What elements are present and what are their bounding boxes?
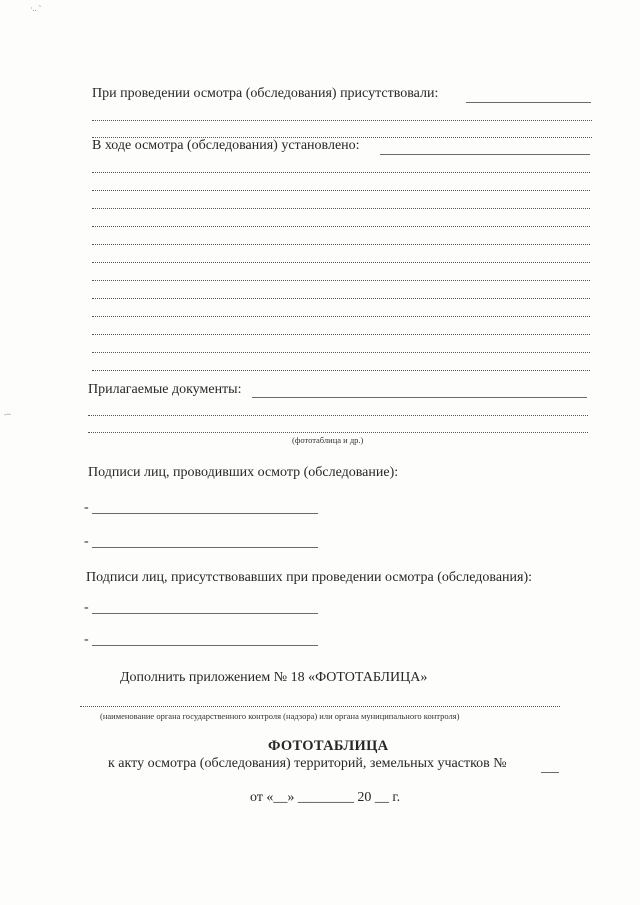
established-line [92,208,590,209]
present-line-2 [92,120,592,121]
attached-label: Прилагаемые документы: [88,382,242,397]
established-line [92,298,590,299]
photo-subtitle: к акту осмотра (обследования) территорий, земельных участков № [108,756,507,771]
established-line [92,262,590,263]
attached-line-2 [88,415,588,416]
established-line [92,316,590,317]
present-line-1 [466,102,591,103]
attached-line-3 [88,432,588,433]
signature-line [92,613,318,614]
signature-dash: - [84,632,89,647]
date-line: от «__» ________ 20 __ г. [250,790,401,805]
signature-dash: - [84,600,89,615]
present-label: При проведении осмотра (обследования) присутствовали: [92,86,439,101]
signature-line [92,547,318,548]
scan-artifact-top-left: ·.. ˜ [30,4,42,13]
established-line [92,352,590,353]
established-line [92,334,590,335]
established-line [92,370,590,371]
org-line [80,706,560,707]
scan-artifact-left: -~ [4,410,11,419]
photo-number-line [541,772,559,773]
signatures-present-label: Подписи лиц, присутствовавших при проведении осмотра (обследования): [86,570,533,585]
attached-line-1 [252,397,587,398]
established-line [92,190,590,191]
established-line [92,280,590,281]
photo-title: ФОТОТАБЛИЦА [268,738,389,754]
signature-dash: - [84,534,89,549]
signature-line [92,645,318,646]
established-line-1 [380,154,590,155]
established-line [92,172,590,173]
established-label: В ходе осмотра (обследования) установлено: [92,138,360,153]
attached-hint: (фототаблица и др.) [292,435,364,445]
supplement-text: Дополнить приложением № 18 «ФОТОТАБЛИЦА» [120,670,428,685]
signature-line [92,513,318,514]
established-line [92,244,590,245]
established-line [92,226,590,227]
signatures-conductors-label: Подписи лиц, проводивших осмотр (обследование): [88,465,399,480]
org-hint: (наименование органа государственного контроля (надзора) или органа муниципального контроля) [100,711,460,721]
signature-dash: - [84,500,89,515]
